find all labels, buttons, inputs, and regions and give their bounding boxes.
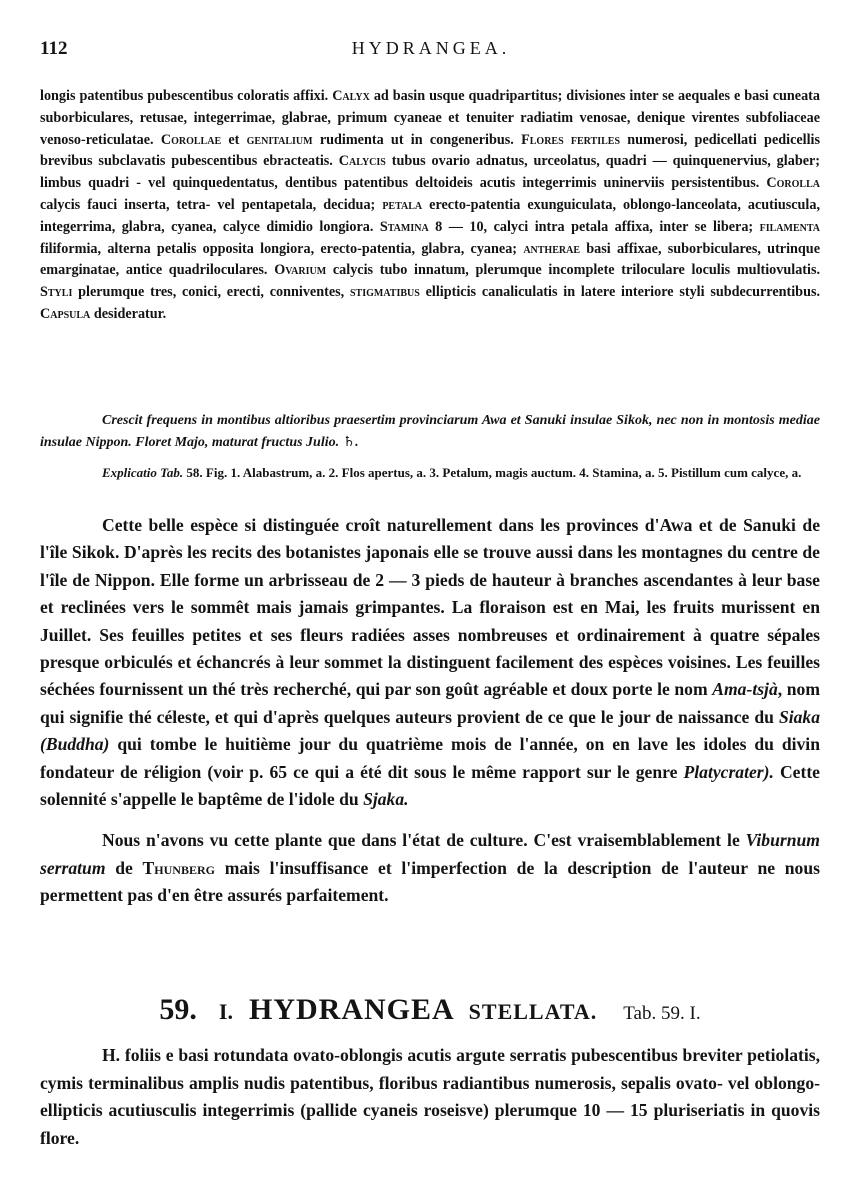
term-stigmatibus: stigmatibus [349,284,420,301]
author-thunberg: Thunberg [142,857,215,878]
species-heading [40,993,820,1027]
habitat-text: Crescit frequens in montibus altioribus praesertim provinciarum Awa et Sanuki insulae Sikok, nec non in montosis mediae insulae Nippon. Floret Majo, maturat fructus Julio. [40,413,820,450]
term-calyx: Calyx [332,88,370,104]
term-genitalium: genitalium [246,131,313,148]
term-viburnum: Viburnum serratum [40,830,820,878]
term-ovarium: Ovarium [274,262,327,279]
term-calycis: Calycis [338,153,386,170]
latin-description [40,86,820,326]
plate-explanation [40,462,820,484]
plate-reference: Tab. 59. I. [623,1003,701,1024]
explicatio-lead: Explicatio Tab. [102,465,184,480]
term-flores-fertiles: Flores fertiles [521,131,621,148]
term-capsula: Capsula [40,305,91,322]
explicatio-text: 58. Fig. 1. Alabastrum, a. 2. Flos apertus, a. 3. Petalum, magis auctum. 4. Stamina, a. 5. Pistillum cum calyce, a. [186,465,802,480]
diagnosis-text: H. foliis e basi rotundata ovato-oblongis acutis argute serratis pubescentibus breviter petiolatis, cymis terminalibus amplis nudis patentibus, floribus radiantibus numerosis, sepalis ovato- vel oblongo-ellipticis acutiusculis integerrimis (pallide cyaneis roseisve) plerumque 10 — 15 pluriseriatis in quovis flore. [40,1045,820,1148]
species-number: 59. [159,993,197,1026]
species-diagnosis [40,1042,820,1152]
genus-name: HYDRANGEA [248,993,455,1026]
latin-paragraph: longis patentibus pubescentibus coloratis affixi. Calyx ad basin usque quadripartitus; divisiones inter se aequales e basi cuneata suborbiculares, retusae, integerrimae, glabrae, primum cyaneae et tenuiter radiatim venosae, denique virentes subfoliaceae venoso-reticulatae. Corollae et genitalium rudimenta ut in congeneribus. Flores fertiles numerosi, pedicellati pedicellis brevibus subclavatis pubescentibus ebracteatis. Calycis tubus ovario adnatus, urceolatus, quadri — quinquenervius, glaber; limbus quadri - vel quinquedentatus, dentibus patentibus deltoideis acutis integerrimis uninerviis persistentibus. Corolla calycis fauci inserta, tetra- vel pentapetala, decidua; petala erecto-patentia exunguiculata, oblongo-lanceolata, acutiuscula, integerrima, glabra, cyanea, calyce dimidio longiora. Stamina 8 — 10, calyci intra petala affixa, inter se libera; filamenta filiformia, alterna petalis opposita longiora, erecto-patentia, glabra, cyanea; antherae basi affixae, suborbiculares, utrinque emarginatae, antice quadriloculares. Ovarium calycis tubo innatum, plerumque incomplete triloculare loculis multiovulatis. Styli plerumque tres, conici, erecti, conniventes, stigmatibus ellipticis canaliculatis in latere interiore styli subdecurrentibus. Capsula desideratur. [40,88,821,322]
page-header [40,38,822,60]
term-styli: Styli [40,284,73,301]
french-paragraph-1: Cette belle espèce si distinguée croît naturellement dans les provinces d'Awa et de Sanuki de l'île Sikok. D'après les recits des botanistes japonais elle se trouve aussi dans les montagnes du centre de l'île de Nippon. Elle forme un arbrisseau de 2 — 3 pieds de hauteur à branches ascendantes à leur base et reclinées vers le sommêt mais jamais grimpantes. La floraison est en Mai, les fruits murissent en Juillet. Ses feuilles petites et ses fleurs radiées asses nombreuses et ordinairement à quatre sépales presque orbiculés et échancrés à leur sommet la distinguent facilement des espèces voisines. Les feuilles séchées fournissent un thé très recherché, qui par son goût agréable et doux porte le nom Ama-tsjà, nom qui signifie thé céleste, et qui d'après quelques auteurs provient de ce que le jour de naissance du Siaka (Buddha) qui tombe le huitième jour du quatrième mois de l'année, on en lave les idoles du divin fondateur de réligion (voir p. 65 ce qui a été dit sous le même rapport sur le genre Platycrater). Cette solennité s'appelle le baptême de l'idole du Sjaka. [40,515,821,810]
habitat-note [40,410,820,454]
term-sjaka: Sjaka. [363,789,409,810]
term-corolla: Corolla [766,175,820,192]
species-epithet: STELLATA. [468,999,598,1024]
term-stamina: Stamina [379,218,429,235]
term-corollae: Corollae [160,131,222,148]
french-paragraph-2: Nous n'avons vu cette plante que dans l'état de culture. C'est vraisemblablement le Viburnum serratum de Thunberg mais l'insuffisance et l'imperfection de la description de l'auteur ne nous permettent pas d'en être assurés parfaitement. [40,830,820,906]
running-title: HYDRANGEA. [351,38,511,58]
term-siaka: Siaka (Buddha) [40,706,821,755]
shrub-symbol: ♄. [342,435,359,450]
term-ama-tsja: Ama-tsjà [712,679,778,700]
term-platycrater: Platycrater). [683,761,774,782]
term-filamenta: filamenta [759,218,820,235]
term-petala: petala [382,196,423,213]
species-ordinal: I. [218,999,233,1024]
term-antherae: antherae [523,240,580,257]
page-number: 112 [40,38,68,59]
french-commentary [40,512,820,910]
